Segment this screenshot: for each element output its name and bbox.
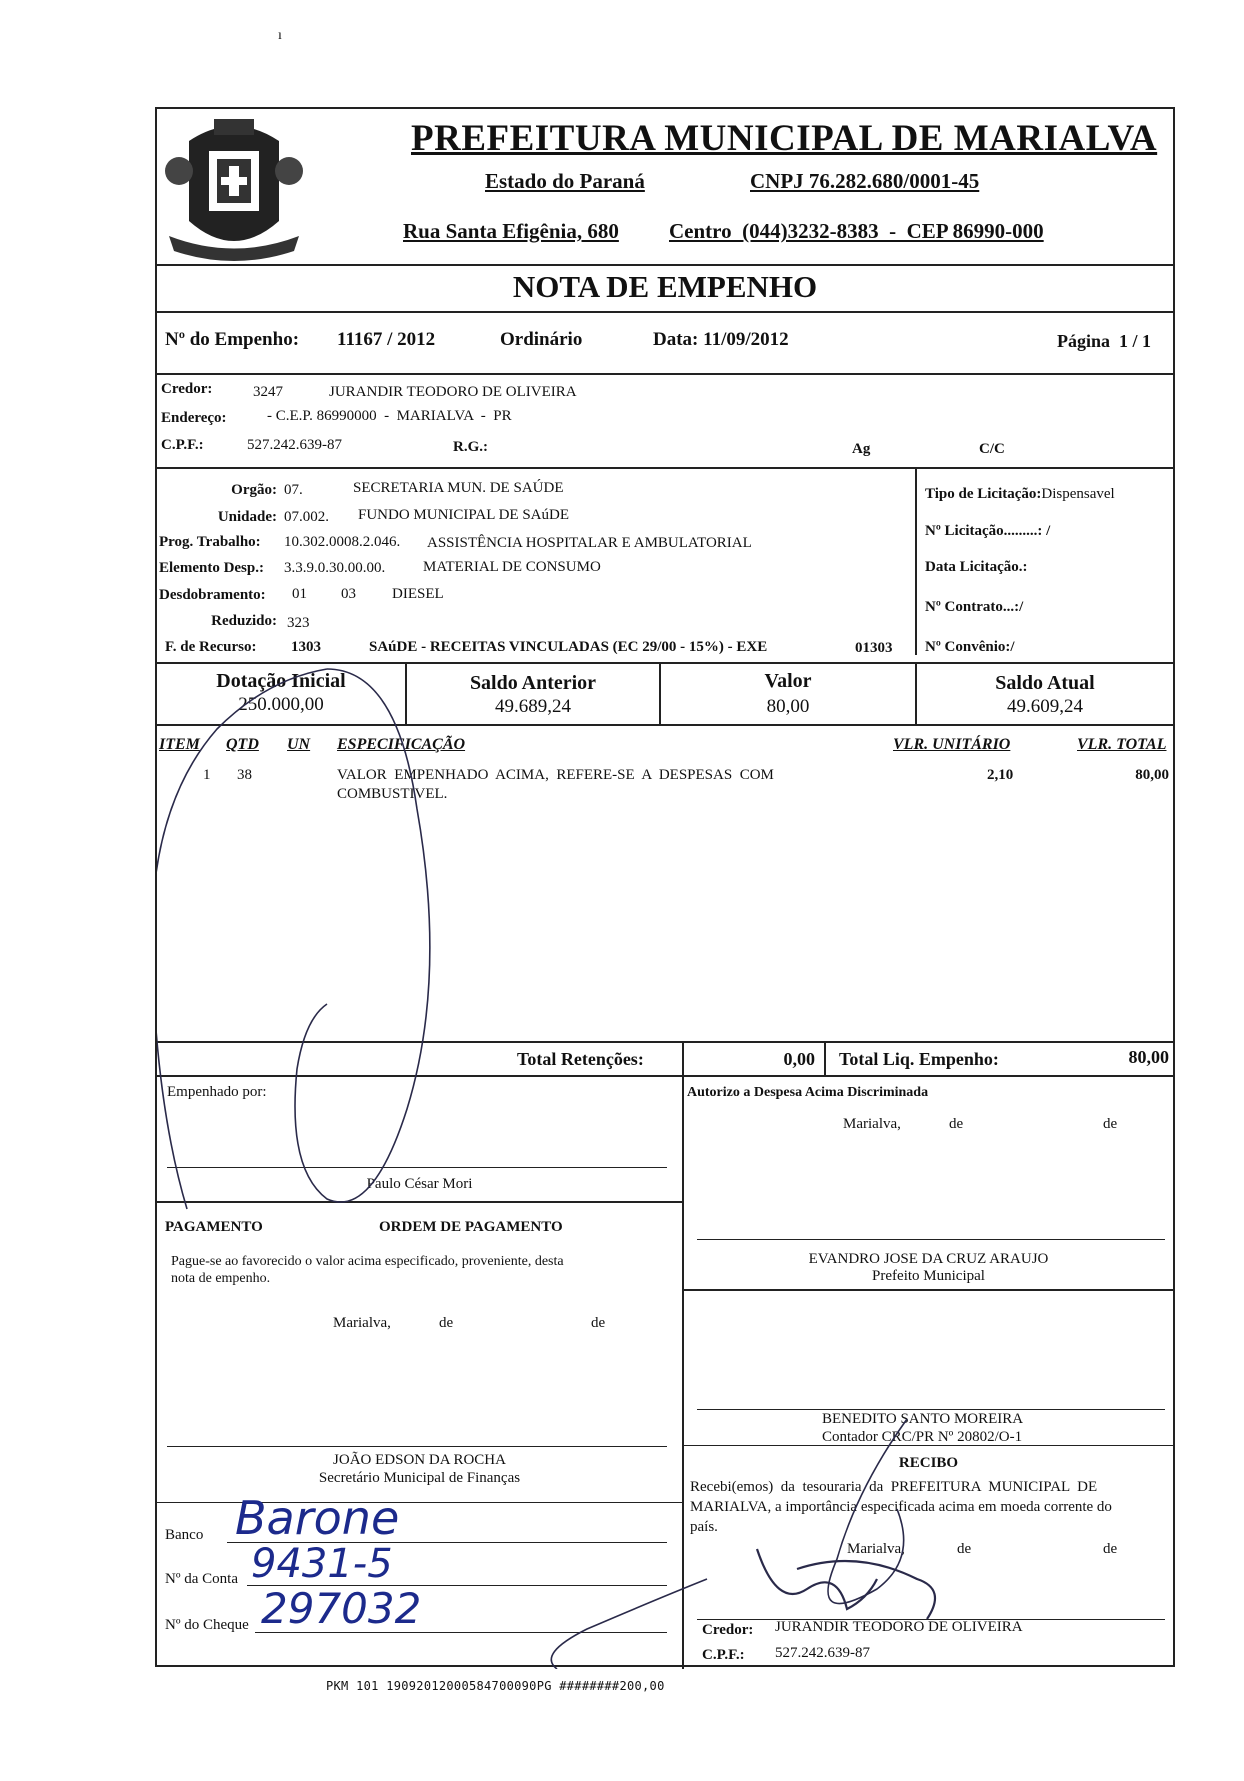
row-item: 1 xyxy=(203,767,211,783)
divider xyxy=(157,264,1173,266)
retencoes-value: 0,00 xyxy=(783,1049,815,1069)
prog-label: Prog. Trabalho: xyxy=(159,534,261,550)
retencoes-label: Total Retenções: xyxy=(517,1049,644,1069)
coat-of-arms-logo xyxy=(159,111,309,271)
divider xyxy=(157,467,1173,469)
mayor-title: Prefeito Municipal xyxy=(872,1268,985,1284)
convenio-number: Nº Convênio:/ xyxy=(925,639,1015,655)
vertical-divider xyxy=(824,1041,826,1075)
header-address: Centro (044)3232-8383 - CEP 86990-000 xyxy=(669,219,1044,243)
recibo-title: RECIBO xyxy=(898,1455,959,1471)
pagamento-de2: de xyxy=(591,1315,606,1331)
credor-code: 3247 xyxy=(253,384,283,400)
liquido-value: 80,00 xyxy=(1128,1047,1169,1067)
orgao-code: 07. xyxy=(284,482,303,498)
orgao-name: SECRETARIA MUN. DE SAÚDE xyxy=(353,480,564,496)
autorizo-de2: de xyxy=(1103,1116,1118,1132)
dotacao-value: 250.000,00 xyxy=(238,694,324,715)
empenho-number-label: Nº do Empenho: xyxy=(165,329,300,350)
liquido-label: Total Liq. Empenho: xyxy=(839,1049,999,1069)
accountant-title: Contador CRC/PR Nº 20802/O-1 xyxy=(822,1429,1023,1445)
empenho-date: Data: 11/09/2012 xyxy=(653,329,789,350)
recurso-code: 1303 xyxy=(291,639,321,655)
recibo-place: Marialva, xyxy=(847,1541,905,1557)
valor-label: Valor xyxy=(764,670,812,692)
empenhado-name: Paulo César Mori xyxy=(366,1176,473,1192)
pagamento-text-line1: Pague-se ao favorecido o valor acima especificado, proveniente, desta xyxy=(171,1254,564,1269)
saldo-atual-value: 49.609,24 xyxy=(1007,696,1083,717)
cheque-label: Nº do Cheque xyxy=(165,1617,249,1633)
cpf-label: C.P.F.: xyxy=(161,437,204,453)
desdobramento-label: Desdobramento: xyxy=(159,587,266,603)
desdobramento-b: 03 xyxy=(341,586,356,602)
licitacao-number: Nº Licitação.........: / xyxy=(925,523,1051,539)
cheque-handwritten: 297032 xyxy=(261,1584,422,1633)
pagamento-place: Marialva, xyxy=(333,1315,391,1331)
orgao-label: Orgão: xyxy=(231,482,277,498)
licitacao-date: Data Licitação.: xyxy=(925,559,1028,575)
row-total-value: 80,00 xyxy=(1135,767,1169,783)
accountant-name: BENEDITO SANTO MOREIRA xyxy=(822,1411,1024,1427)
secretary-title: Secretário Municipal de Finanças xyxy=(318,1470,521,1486)
credor-address: - C.E.P. 86990000 - MARIALVA - PR xyxy=(267,408,512,424)
row-espec-line2: COMBUSTIVEL. xyxy=(337,786,448,802)
divider xyxy=(157,1075,1173,1077)
unidade-label: Unidade: xyxy=(217,509,277,525)
divider xyxy=(157,662,1173,664)
autorizo-place: Marialva, xyxy=(843,1116,901,1132)
recurso-number: 01303 xyxy=(855,640,893,656)
signature-line xyxy=(167,1446,667,1447)
recurso-label: F. de Recurso: xyxy=(165,639,257,655)
divider xyxy=(682,1445,1173,1446)
divider xyxy=(157,373,1173,375)
valor-value: 80,00 xyxy=(766,696,810,717)
rg-label: R.G.: xyxy=(453,439,488,455)
saldo-anterior-value: 49.689,24 xyxy=(495,696,571,717)
unidade-code: 07.002. xyxy=(284,509,329,525)
row-unit-value: 2,10 xyxy=(987,767,1014,783)
recibo-de2: de xyxy=(1103,1541,1118,1557)
empenhado-label: Empenhado por: xyxy=(167,1084,267,1100)
divider xyxy=(157,1201,684,1203)
vertical-divider xyxy=(915,467,917,655)
table-row xyxy=(157,767,1173,827)
recibo-text-line3: país. xyxy=(690,1519,718,1535)
signature-stroke xyxy=(797,1561,935,1619)
contrato-number: Nº Contrato...:/ xyxy=(925,599,1024,615)
dotacao-label: Dotação Inicial xyxy=(216,670,346,692)
col-unit-header: VLR. UNITÁRIO xyxy=(893,736,1011,753)
elemento-name: MATERIAL DE CONSUMO xyxy=(423,559,601,575)
prog-name: ASSISTÊNCIA HOSPITALAR E AMBULATORIAL xyxy=(427,535,752,551)
desdobramento-name: DIESEL xyxy=(392,586,444,602)
reduzido-label: Reduzido: xyxy=(211,613,277,629)
signature-line xyxy=(167,1167,667,1168)
autorizo-label: Autorizo a Despesa Acima Discriminada xyxy=(687,1085,929,1100)
saldo-anterior-label: Saldo Anterior xyxy=(469,672,597,694)
recibo-text-line1: Recebi(emos) da tesouraria da PREFEITURA MUNICIPAL DE xyxy=(690,1479,1098,1495)
vertical-divider xyxy=(682,1075,684,1669)
pagamento-de1: de xyxy=(439,1315,454,1331)
document-title: NOTA DE EMPENHO xyxy=(512,269,818,304)
recibo-credor-name: JURANDIR TEODORO DE OLIVEIRA xyxy=(775,1619,1023,1635)
cheque-line xyxy=(255,1632,667,1633)
row-qtd: 38 xyxy=(237,767,252,783)
header-cnpj: CNPJ 76.282.680/0001-45 xyxy=(750,169,980,193)
signature-line xyxy=(697,1409,1165,1410)
ordem-pagamento-title: ORDEM DE PAGAMENTO xyxy=(379,1219,563,1235)
empenho-number: 11167 / 2012 xyxy=(337,329,436,350)
pagamento-text-line2: nota de empenho. xyxy=(171,1271,271,1286)
licitacao-tipo xyxy=(925,486,1115,503)
conta-handwritten: 9431-5 xyxy=(251,1541,393,1587)
col-espec-header: ESPECIFICAÇÃO xyxy=(337,736,466,753)
recibo-cpf-value: 527.242.639-87 xyxy=(775,1645,870,1661)
col-item-header: ITEM xyxy=(159,736,200,753)
recurso-name: SAúDE - RECEITAS VINCULADAS (EC 29/00 - 15%) - EXE xyxy=(369,639,768,655)
secretary-name: JOÃO EDSON DA ROCHA xyxy=(333,1452,506,1468)
corner-mark: ı xyxy=(278,28,282,43)
row-espec-line1: VALOR EMPENHADO ACIMA, REFERE-SE A DESPESAS COM xyxy=(337,767,774,783)
ag-label: Ag xyxy=(852,441,871,457)
conta-label: Nº da Conta xyxy=(165,1571,238,1587)
col-total-header: VLR. TOTAL xyxy=(1077,736,1167,753)
signature-stroke xyxy=(757,1549,877,1609)
recibo-text-line2: MARIALVA, a importância especificada acima em moeda corrente do xyxy=(690,1499,1112,1515)
divider xyxy=(682,1289,1173,1291)
header-state: Estado do Paraná xyxy=(485,169,645,193)
nota-de-empenho-form xyxy=(155,107,1175,1667)
banco-label: Banco xyxy=(165,1527,204,1543)
desdobramento-a: 01 xyxy=(292,586,307,602)
recibo-de1: de xyxy=(957,1541,972,1557)
reduzido-value: 323 xyxy=(287,615,310,631)
divider xyxy=(157,1041,1173,1043)
pagamento-label: PAGAMENTO xyxy=(165,1219,263,1235)
divider xyxy=(157,311,1173,313)
cc-label: C/C xyxy=(979,441,1005,457)
licitacao-tipo-value: Dispensavel xyxy=(1041,486,1115,502)
empenho-type: Ordinário xyxy=(500,329,583,350)
credor-name: JURANDIR TEODORO DE OLIVEIRA xyxy=(329,384,577,400)
header-title: PREFEITURA MUNICIPAL DE MARIALVA xyxy=(411,118,1158,159)
address-label: Endereço: xyxy=(161,410,227,426)
saldo-atual-label: Saldo Atual xyxy=(995,672,1095,694)
col-un-header: UN xyxy=(287,736,311,753)
prog-code: 10.302.0008.2.046. xyxy=(284,534,401,550)
banco-handwritten: Barone xyxy=(235,1491,400,1545)
licitacao-tipo-label: Tipo de Licitação: xyxy=(925,486,1042,502)
micr-stamp: PKM 101 19092012000584700090PG ########200,00 xyxy=(326,1679,665,1693)
signature-line xyxy=(697,1239,1165,1240)
header-street: Rua Santa Efigênia, 680 xyxy=(403,219,619,243)
page-number: Página 1 / 1 xyxy=(1057,331,1152,351)
mayor-name: EVANDRO JOSE DA CRUZ ARAUJO xyxy=(808,1251,1049,1267)
autorizo-de1: de xyxy=(949,1116,964,1132)
col-qtd-header: QTD xyxy=(226,736,259,753)
credor-label: Credor: xyxy=(161,381,213,397)
unidade-name: FUNDO MUNICIPAL DE SAúDE xyxy=(358,507,569,523)
elemento-code: 3.3.9.0.30.00.00. xyxy=(284,560,386,576)
credor-cpf: 527.242.639-87 xyxy=(247,437,342,453)
recibo-cpf-label: C.P.F.: xyxy=(702,1647,745,1663)
elemento-label: Elemento Desp.: xyxy=(159,560,264,576)
divider xyxy=(157,724,1173,726)
vertical-divider xyxy=(682,1041,684,1075)
recibo-credor-label: Credor: xyxy=(702,1622,754,1638)
